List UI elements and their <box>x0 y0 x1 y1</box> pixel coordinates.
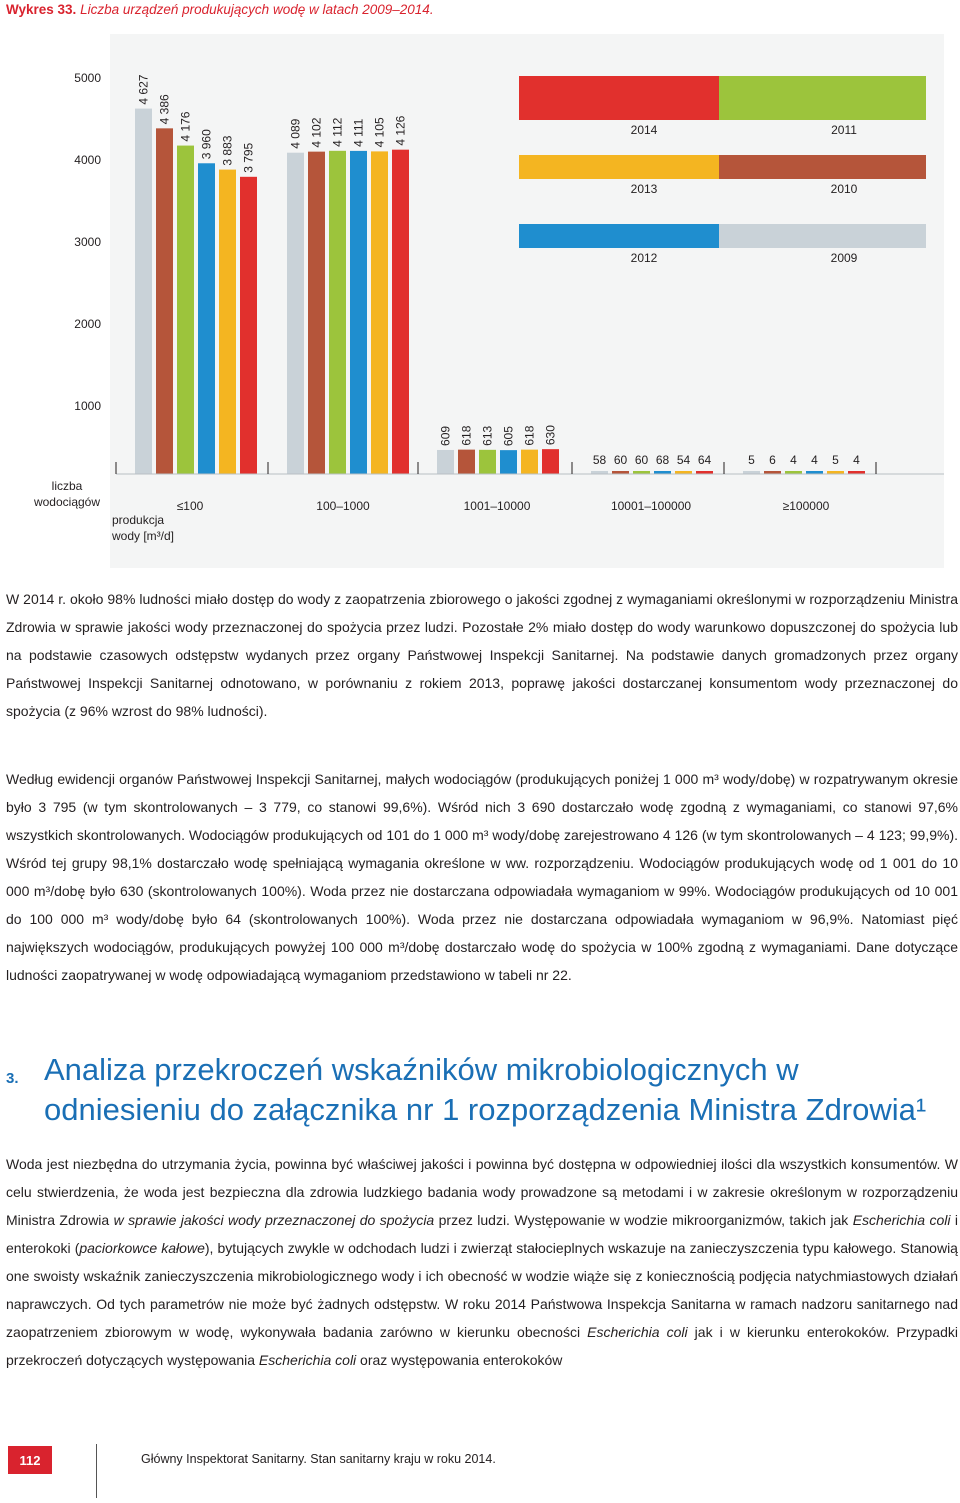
bar-2011 <box>329 151 346 474</box>
x-tick-label: 100–1000 <box>316 499 370 513</box>
data-label: 58 <box>592 453 607 467</box>
data-label: 60 <box>613 453 628 467</box>
section-title: Analiza przekroczeń wskaźników mikrobiologicznych w odniesieniu do załącznika nr 1 rozporządzenia Ministra Zdrowia¹ <box>44 1052 927 1127</box>
data-label: 6 <box>769 453 776 467</box>
data-label: 4 386 <box>157 94 172 125</box>
x-row-label: wody [m³/d] <box>112 529 175 543</box>
legend <box>519 76 926 265</box>
y-tick-label: 3000 <box>74 235 101 249</box>
text-run-italic: Escherichia coli <box>258 1352 357 1368</box>
data-label: 4 <box>811 453 818 467</box>
data-label: 4 126 <box>393 115 408 146</box>
y-tick-label: 4000 <box>74 153 101 167</box>
text-run-italic: w sprawie jakości wody przeznaczonej do spożycia <box>113 1212 435 1228</box>
legend-label: 2011 <box>831 123 857 137</box>
text-run: Woda jest niezbędna do utrzymania życia, powinna być właściwej jakości i powinna być dostępna w odpowiedniej ilości dla wszystkich konsumentów. W celu stwierdzenia, że woda jest bezpieczna dla zdrowia ludzkiego badania wody prowadzone są metodami i w zakresie określonym w rozporządzeniu Ministra Zdrowia <box>6 1156 958 1228</box>
legend-swatch-2010 <box>719 155 926 179</box>
data-label: 64 <box>697 453 712 467</box>
paragraph-intro: W 2014 r. około 98% ludności miało dostęp do wody z zaopatrzenia zbiorowego o jakości zgodnej z wymaganiami określonymi w rozporządzeniu Ministra Zdrowia w sprawie jakości wody przeznaczonej do spożycia przez ludzi. Pozostałe 2% miało dostęp do wody warunkowo dopuszczonej do spożycia lub na podstawie czasowych odstępstw wydanych przez organy Państwowej Inspekcji Sanitarnej. Na podstawie danych gromadzonych przez organy Państwowej Inspekcji Sanitarnej odnotowano, w porównaniu z rokiem 2013, poprawę jakości dostarczanej konsumentom wody przeznaczonej do spożycia (z 96% wzrost do 98% ludności). <box>6 591 958 719</box>
data-label: 4 102 <box>309 117 324 148</box>
x-tick-label: ≥100000 <box>782 499 830 513</box>
legend-label: 2010 <box>830 182 858 196</box>
data-label: 4 176 <box>178 111 193 142</box>
y-tick-label: 2000 <box>74 317 101 331</box>
data-label: 609 <box>438 425 453 446</box>
x-tick-label: 1001–10000 <box>463 499 531 513</box>
data-label: 630 <box>543 425 558 446</box>
legend-label: 2013 <box>630 182 658 196</box>
bar-2014 <box>240 177 257 474</box>
data-label: 4 112 <box>330 117 345 147</box>
bar-chart <box>0 0 960 580</box>
data-label: 5 <box>748 453 755 467</box>
text-run: jak i w kierunku enterokoków. Przypadki przekroczeń dotyczących występowania <box>6 1324 959 1368</box>
text-run: oraz występowania enterokoków <box>356 1352 563 1368</box>
bar-2013 <box>371 151 388 474</box>
data-label: 618 <box>522 425 537 446</box>
bar-2010 <box>308 152 325 474</box>
data-label: 60 <box>634 453 649 467</box>
text-run: ), bytujących zwykle w odchodach ludzi i zwierząt stałocieplnych wskazuje na zanieczyszczenia typu kałowego. Stanowią one swoisty wskaźnik zanieczyszczenia mikrobiologicznego wody i ich obecność w wodzie wiąże się z koniecznością podjęcia natychmiastowych działań naprawczych. Od tych parametrów nie może być żadnych odstępstw. W roku 2014 Państwowa Inspekcja Sanitarna w ramach nadzoru sanitarnego nad zaopatrzeniem zbiorowym w wodę, wykonywała badania zarówno w kierunku obecności <box>6 1240 958 1340</box>
text-run-italic: Escherichia coli <box>587 1324 688 1340</box>
page-number: 112 <box>8 1446 52 1474</box>
data-label: 605 <box>501 426 516 447</box>
chart-container <box>0 0 960 580</box>
data-label: 4 105 <box>372 117 387 148</box>
text-run-italic: paciorkowce kałowe <box>79 1240 205 1256</box>
bar-2012 <box>350 151 367 474</box>
bar-2014 <box>392 150 409 474</box>
y-axis <box>74 71 101 413</box>
legend-swatch-2009 <box>719 224 926 248</box>
x-tick-label: ≤100 <box>176 499 204 513</box>
data-label: 68 <box>655 453 670 467</box>
legend-swatch-2013 <box>519 155 726 179</box>
data-label: 618 <box>459 425 474 446</box>
figure-title: Liczba urządzeń produkujących wodę w latach 2009–2014. <box>80 2 434 17</box>
y-row-label: liczba <box>51 479 83 493</box>
data-label: 3 960 <box>199 129 214 160</box>
legend-swatch-2011 <box>719 76 926 120</box>
data-label: 4 <box>853 453 860 467</box>
legend-swatch-2014 <box>519 76 726 120</box>
paragraph-waterworks: Według ewidencji organów Państwowej Inspekcji Sanitarnej, małych wodociągów (produkujących poniżej 1 000 m³ wody/dobę) w rozpatrywanym okresie było 3 795 (w tym skontrolowanych – 3 779, co stanowi 99,6%). Wśród nich 3 690 dostarczało wodę zgodną z wymaganiami, co stanowi 97,6% wszystkich skontrolowanych. Wodociągów produkujących od 101 do 1 000 m³ wody/dobę zarejestrowano 4 126 (w tym skontrolowanych – 4 123; 99,9%). Wśród tej grupy 98,1% dostarczało wodę spełniającą wymagania określone w ww. rozporządzeniu. Wodociągów produkujących wodę od 1 001 do 10 000 m³/dobę było 630 (skontrolowanych 100%). Woda przez nie dostarczana odpowiadała wymaganiom w 99%. Wodociągów produkujących od 10 001 do 100 000 m³ wody/dobę było 64 (skontrolowanych 100%). Woda przez nie dostarczana odpowiadała wymaganiom w 96,9%. Natomiast pięć największych wodociągów, produkujących powyżej 100 000 m³/dobę dostarczało wodę do spożycia w 100% zgodną z wymaganiami. Dane dotyczące ludności zaopatrywanej w wodę odpowiadającą wymaganiom przedstawiono w tabeli nr 22. <box>6 771 958 983</box>
data-label: 54 <box>676 453 691 467</box>
bar-2011 <box>479 450 496 474</box>
paragraph-microbiology <box>6 1150 958 1374</box>
text-run: i enterokoki ( <box>6 1212 959 1256</box>
y-tick-label: 1000 <box>74 399 101 413</box>
figure-label: Wykres 33. <box>6 2 77 17</box>
text-run-italic: Escherichia coli <box>852 1212 951 1228</box>
bar-2010 <box>156 128 173 474</box>
x-row-label: produkcja <box>112 513 165 527</box>
section-number: 3. <box>6 1070 19 1087</box>
page-footer <box>0 1438 960 1498</box>
data-label: 3 795 <box>241 142 256 173</box>
legend-label: 2014 <box>630 123 658 137</box>
y-tick-label: 5000 <box>74 71 101 85</box>
footer-divider <box>96 1444 97 1498</box>
bar-2013 <box>219 170 236 474</box>
bar-2013 <box>521 450 538 474</box>
bar-2011 <box>177 146 194 474</box>
data-label: 5 <box>832 453 839 467</box>
bar-2010 <box>458 450 475 474</box>
data-label: 4 111 <box>351 118 366 147</box>
legend-label: 2012 <box>630 251 658 265</box>
legend-swatch-2012 <box>519 224 726 248</box>
data-label: 613 <box>480 425 495 446</box>
bar-2009 <box>135 109 152 474</box>
data-label: 4 <box>790 453 797 467</box>
footer-text: Główny Inspektorat Sanitarny. Stan sanitarny kraju w roku 2014. <box>141 1452 496 1466</box>
y-row-label: wodociągów <box>33 495 101 509</box>
bar-2014 <box>542 449 559 474</box>
bar-2012 <box>198 163 215 474</box>
data-label: 3 883 <box>220 135 235 166</box>
data-label: 4 089 <box>288 118 303 149</box>
data-label: 4 627 <box>136 74 151 105</box>
bar-2009 <box>437 450 454 474</box>
bar-2009 <box>287 153 304 474</box>
x-tick-label: 10001–100000 <box>610 499 692 513</box>
bar-2012 <box>500 450 517 474</box>
text-run: przez ludzi. Występowanie w wodzie mikroorganizmów, takich jak <box>434 1212 853 1228</box>
legend-label: 2009 <box>830 251 858 265</box>
